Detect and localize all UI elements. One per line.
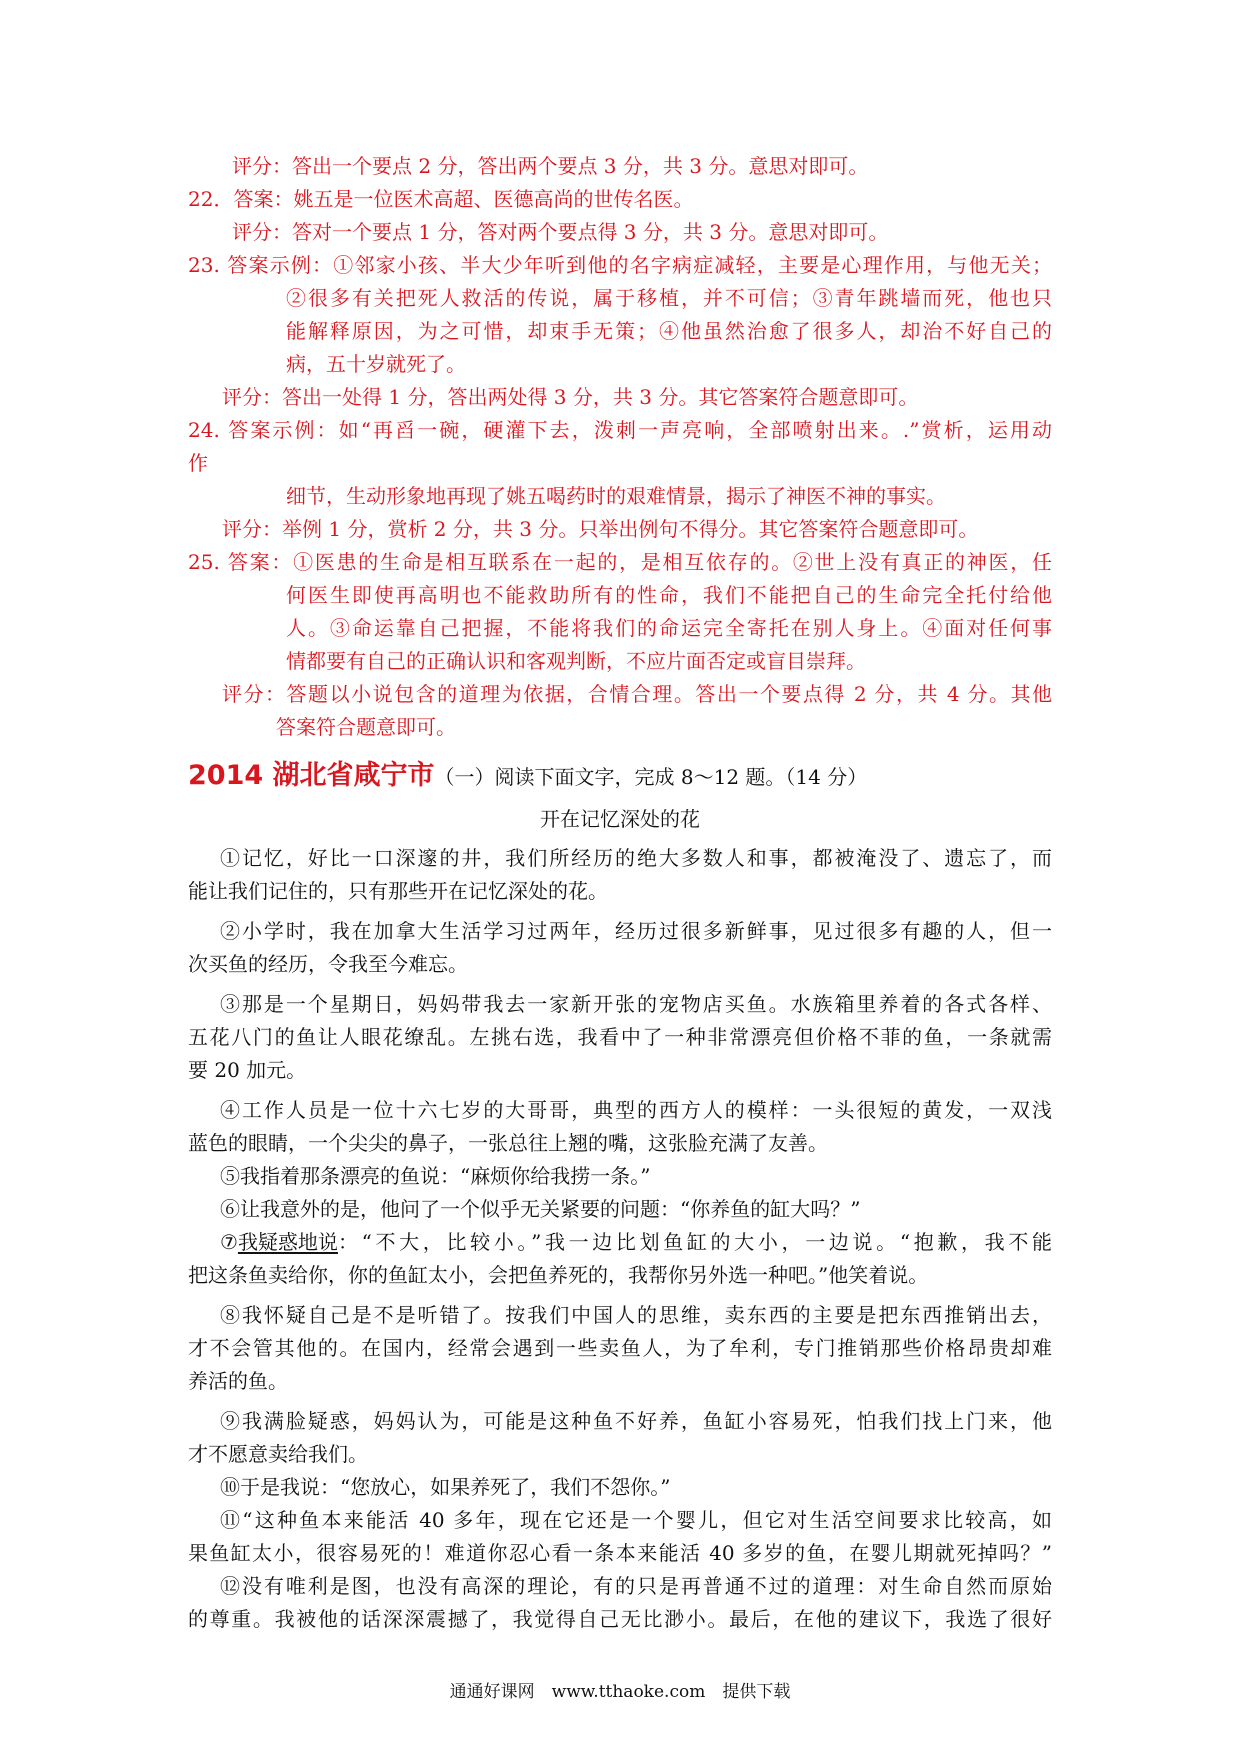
paragraph-3: ③那是一个星期日，妈妈带我去一家新开张的宠物店买鱼。水族箱里养着的各式各样、 [220,992,1052,1016]
answer-scoring-line: 评分：答出一处得 1 分，答出两处得 3 分，共 3 分。其它答案符合题意即可。 [222,385,919,409]
answer-24-cont: 细节，生动形象地再现了姚五喝药时的艰难情景，揭示了神医不神的事实。 [286,484,946,508]
paragraph-4: ④工作人员是一位十六七岁的大哥哥，典型的西方人的模样：一头很短的黄发，一双浅 [220,1098,1052,1122]
paragraph-7 [220,1228,1052,1256]
paragraph-8: ⑧我怀疑自己是不是听错了。按我们中国人的思维，卖东西的主要是把东西推销出去， [220,1303,1052,1327]
paragraph-7-text: ：“不大，比较小。”我一边比划鱼缸的大小，一边说。“抱歉，我不能 [337,1230,1052,1254]
answer-23-cont: 能解释原因，为之可惜，却束手无策；④他虽然治愈了很多人，却治不好自己的 [286,319,1052,343]
paragraph-9: ⑨我满脸疑惑，妈妈认为，可能是这种鱼不好养，鱼缸小容易死，怕我们找上门来，他 [220,1409,1052,1433]
passage-title: 开在记忆深处的花 [540,807,700,831]
paragraph-11-cont: 果鱼缸太小，很容易死的！难道你忍心看一条本来能活 40 多岁的鱼，在婴儿期就死掉吗？” [188,1541,1052,1565]
answer-22: 22．答案：姚五是一位医术高超、医德高尚的世传名医。 [188,187,694,211]
paragraph-1: ①记忆，好比一口深邃的井，我们所经历的绝大多数人和事，都被淹没了、遗忘了，而 [220,846,1052,870]
answer-23-cont: 病，五十岁就死了。 [286,352,466,376]
answer-23-cont: ②很多有关把死人救活的传说，属于移植，并不可信；③青年跳墙而死，他也只 [286,286,1052,310]
answer-24: 24. 答案示例：如“再舀一碗，硬灌下去，泼刺一声亮响，全部喷射出来。.”赏析，运用动 [188,418,1052,442]
answer-scoring-line: 评分：答出一个要点 2 分，答出两个要点 3 分，共 3 分。意思对即可。 [232,154,869,178]
section-heading-instructions: （一）阅读下面文字，完成 8～12 题。（14 分） [434,765,868,789]
section-heading-region: 2014 湖北省咸宁市 [188,760,435,791]
paragraph-3-cont: 五花八门的鱼让人眼花缭乱。左挑右选，我看中了一种非常漂亮但价格不菲的鱼，一条就需 [188,1025,1052,1049]
paragraph-4-cont: 蓝色的眼睛，一个尖尖的鼻子，一张总往上翘的嘴，这张脸充满了友善。 [188,1131,828,1155]
underlined-phrase: 我疑惑地说 [237,1230,338,1254]
paragraph-11: ⑪“这种鱼本来能活 40 多年，现在它还是一个婴儿，但它对生活空间要求比较高，如 [220,1508,1052,1532]
paragraph-2-cont: 次买鱼的经历，令我至今难忘。 [188,952,468,976]
paragraph-1-cont: 能让我们记住的，只有那些开在记忆深处的花。 [188,879,608,903]
answer-24-cont: 作 [188,451,208,475]
answer-25-cont: 情都要有自己的正确认识和客观判断，不应片面否定或盲目崇拜。 [286,649,866,673]
paragraph-2: ②小学时，我在加拿大生活学习过两年，经历过很多新鲜事，见过很多有趣的人，但一 [220,919,1052,943]
paragraph-12-cont: 的尊重。我被他的话深深震撼了，我觉得自己无比渺小。最后，在他的建议下，我选了很好 [188,1607,1052,1631]
answer-25: 25. 答案：①医患的生命是相互联系在一起的，是相互依存的。②世上没有真正的神医，任 [188,550,1052,574]
paragraph-8-cont: 才不会管其他的。在国内，经常会遇到一些卖鱼人，为了牟利，专门推销那些价格昂贵却难 [188,1336,1052,1360]
paragraph-7-cont: 把这条鱼卖给你，你的鱼缸太小，会把鱼养死的，我帮你另外选一种吧。”他笑着说。 [188,1263,929,1287]
answer-scoring-line: 评分：答题以小说包含的道理为依据，合情合理。答出一个要点得 2 分，共 4 分。其他 [222,682,1052,706]
paragraph-8-cont: 养活的鱼。 [188,1369,288,1393]
paragraph-5: ⑤我指着那条漂亮的鱼说：“麻烦你给我捞一条。” [220,1164,651,1188]
paragraph-10: ⑩于是我说：“您放心，如果养死了，我们不怨你。” [220,1475,671,1499]
paragraph-6: ⑥让我意外的是，他问了一个似乎无关紧要的问题：“你养鱼的缸大吗？” [220,1197,861,1221]
answer-25-cont: 何医生即使再高明也不能救助所有的性命，我们不能把自己的生命完全托付给他 [286,583,1052,607]
answer-25-cont: 人。③命运靠自己把握，不能将我们的命运完全寄托在别人身上。④面对任何事 [286,616,1052,640]
paragraph-12: ⑫没有唯利是图，也没有高深的理论，有的只是再普通不过的道理：对生命自然而原始 [220,1574,1052,1598]
paragraph-3-cont: 要 20 加元。 [188,1058,307,1082]
answer-23: 23. 答案示例：①邻家小孩、半大少年听到他的名字病症减轻，主要是心理作用，与他无关； [188,253,1052,277]
paragraph-7-number: ⑦ [220,1230,238,1254]
page-footer: 通通好课网 www.tthaoke.com 提供下载 [449,1682,791,1702]
paragraph-9-cont: 才不愿意卖给我们。 [188,1442,368,1466]
section-heading [188,758,867,795]
answer-scoring-line: 评分：举例 1 分，赏析 2 分，共 3 分。只举出例句不得分。其它答案符合题意即可。 [222,517,979,541]
answer-scoring-line-cont: 答案符合题意即可。 [276,715,456,739]
answer-scoring-line: 评分：答对一个要点 1 分，答对两个要点得 3 分，共 3 分。意思对即可。 [232,220,889,244]
